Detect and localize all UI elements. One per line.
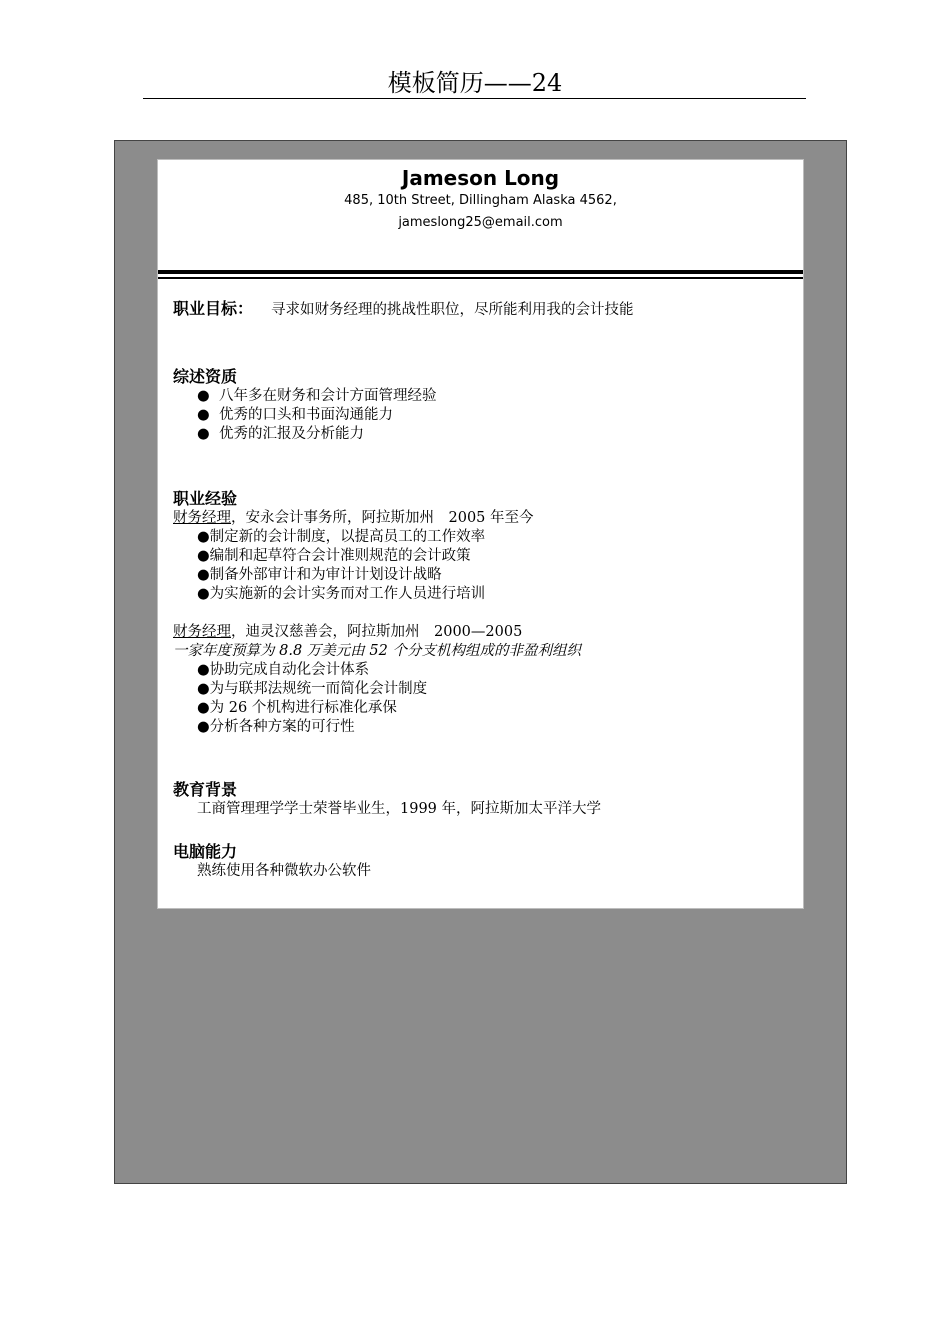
job-note: 一家年度预算为 8.8 万美元由 52 个分支机构组成的非盈利组织 <box>173 643 581 659</box>
qualifications-list <box>173 387 788 444</box>
list-item: ●编制和起草符合会计准则规范的会计政策 <box>197 548 471 564</box>
list-item: ●制备外部审计和为审计计划设计战略 <box>197 567 442 583</box>
title-underline <box>143 98 806 99</box>
list-item: ●为 26 个机构进行标准化承保 <box>197 700 397 716</box>
qualifications-heading: 综述资质 <box>173 367 238 386</box>
job-duties-list <box>173 661 788 737</box>
list-item: ●为实施新的会计实务而对工作人员进行培训 <box>197 586 486 602</box>
job-header <box>173 623 788 642</box>
objective-label: 职业目标： <box>173 299 254 318</box>
header-divider-thick <box>158 270 803 274</box>
computer-skills-text: 熟练使用各种微软办公软件 <box>197 863 371 879</box>
list-item: ●为与联邦法规统一而简化会计制度 <box>197 681 428 697</box>
list-item: ●分析各种方案的可行性 <box>197 719 355 735</box>
computer-skills-heading: 电脑能力 <box>173 842 238 861</box>
list-item: ●制定新的会计制度，以提高员工的工作效率 <box>197 529 486 545</box>
job-header <box>173 509 788 528</box>
list-item: ●协助完成自动化会计体系 <box>197 662 370 678</box>
list-item: ● 优秀的口头和书面沟通能力 <box>197 407 393 423</box>
education-heading: 教育背景 <box>173 780 238 799</box>
document-title: 模板简历——24 <box>387 69 563 97</box>
header-divider-thin <box>158 277 803 279</box>
job-details: ，安永会计事务所，阿拉斯加州 2005 年至今 <box>231 510 534 526</box>
bullet-icon: ● <box>197 407 210 423</box>
resume-page <box>157 159 804 909</box>
objective-section <box>173 298 788 320</box>
job-title: 财务经理 <box>173 624 231 640</box>
objective-text: 寻求如财务经理的挑战性职位，尽所能利用我的会计技能 <box>271 302 634 318</box>
candidate-address: 485, 10th Street, Dillingham Alaska 4562, <box>344 193 617 208</box>
bullet-icon: ● <box>197 426 210 442</box>
resume-content <box>173 298 788 881</box>
list-item: ● 优秀的汇报及分析能力 <box>197 426 364 442</box>
job-duties-list <box>173 528 788 604</box>
bullet-icon: ● <box>197 388 210 404</box>
job-details: ，迪灵汉慈善会，阿拉斯加州 2000—2005 <box>231 624 523 640</box>
candidate-name: Jameson Long <box>401 166 560 190</box>
list-item: ● 八年多在财务和会计方面管理经验 <box>197 388 437 404</box>
education-text: 工商管理理学学士荣誉毕业生，1999 年，阿拉斯加太平洋大学 <box>197 801 602 817</box>
job-title: 财务经理 <box>173 510 231 526</box>
experience-heading: 职业经验 <box>173 489 238 508</box>
candidate-email: jameslong25@email.com <box>398 215 563 230</box>
